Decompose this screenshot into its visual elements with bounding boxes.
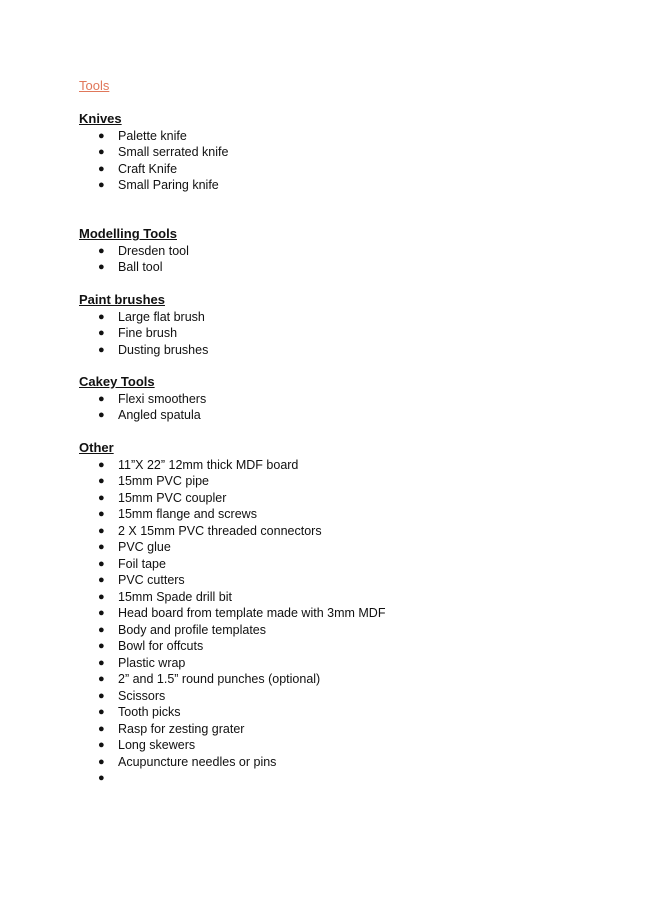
document-title: Tools <box>79 78 110 93</box>
list-item: ● 15mm PVC pipe <box>98 474 210 488</box>
section-paint-brushes <box>79 292 208 358</box>
list-item: ● PVC cutters <box>98 573 185 587</box>
bullet-icon: ● <box>98 656 105 669</box>
list-item: ● Long skewers <box>98 738 196 752</box>
list-item: ● Bowl for offcuts <box>98 639 204 653</box>
bullet-icon: ● <box>98 310 105 323</box>
bullet-icon: ● <box>98 162 105 175</box>
bullet-icon: ● <box>98 129 105 142</box>
section-heading: Knives <box>79 111 122 126</box>
bullet-icon: ● <box>98 179 105 191</box>
list-item: ● Palette knife <box>98 128 187 143</box>
section-heading: Cakey Tools <box>79 374 155 389</box>
bullet-icon: ● <box>98 755 105 768</box>
section-modelling-tools <box>79 226 189 276</box>
bullet-icon: ● <box>98 673 105 685</box>
section-heading: Paint brushes <box>79 292 165 307</box>
paint-brushes-list <box>79 309 208 359</box>
list-item: ● Tooth picks <box>98 705 181 719</box>
list-item: ● Dusting brushes <box>98 342 209 357</box>
bullet-icon: ● <box>98 458 105 471</box>
bullet-icon: ● <box>98 640 105 652</box>
bullet-icon: ● <box>98 409 105 421</box>
bullet-icon: ● <box>98 392 105 405</box>
modelling-tools-list <box>79 243 189 276</box>
list-item: ● Acupuncture needles or pins <box>98 754 277 769</box>
bullet-icon: ● <box>98 244 105 257</box>
bullet-icon: ● <box>98 689 105 702</box>
bullet-icon: ● <box>98 146 105 158</box>
bullet-icon: ● <box>98 607 105 619</box>
list-item: ● Ball tool <box>98 260 163 274</box>
bullet-icon: ● <box>98 722 105 735</box>
list-item: ● Dresden tool <box>98 243 189 258</box>
section-heading: Modelling Tools <box>79 226 177 241</box>
list-item: ● Small Paring knife <box>98 178 219 192</box>
list-item: ● 15mm PVC coupler <box>98 490 227 505</box>
bullet-icon: ● <box>98 524 105 537</box>
section-knives <box>79 111 228 194</box>
list-item: ● Foil tape <box>98 556 166 571</box>
bullet-icon: ● <box>98 739 105 751</box>
bullet-icon: ● <box>98 590 105 603</box>
knives-list <box>79 128 228 194</box>
bullet-icon: ● <box>98 574 105 586</box>
list-item: ● Craft Knife <box>98 161 178 176</box>
bullet-icon: ● <box>98 261 105 273</box>
bullet-icon: ● <box>98 475 105 487</box>
cakey-tools-list <box>79 391 206 424</box>
section-cakey-tools <box>79 374 206 424</box>
list-item: ● 15mm flange and screws <box>98 507 257 521</box>
bullet-icon: ● <box>98 772 105 784</box>
list-item: ● Fine brush <box>98 326 178 340</box>
bullet-icon: ● <box>98 327 105 339</box>
bullet-icon: ● <box>98 557 105 570</box>
list-item: ● Body and profile templates <box>98 622 267 637</box>
other-list <box>79 457 385 787</box>
list-item: ● PVC glue <box>98 540 171 554</box>
list-item: ● 15mm Spade drill bit <box>98 589 232 604</box>
bullet-icon: ● <box>98 706 105 718</box>
list-item: ● Scissors <box>98 688 166 703</box>
list-item: ● Angled spatula <box>98 408 201 422</box>
bullet-icon: ● <box>98 491 105 504</box>
list-item: ● Flexi smoothers <box>98 391 207 406</box>
list-item: ● Large flat brush <box>98 309 205 324</box>
bullet-icon: ● <box>98 343 105 356</box>
list-item: ● 2” and 1.5” round punches (optional) <box>98 672 321 686</box>
section-heading: Other <box>79 440 114 455</box>
list-item: ● Plastic wrap <box>98 655 186 670</box>
list-item: ● Head board from template made with 3mm MDF <box>98 606 386 620</box>
list-item: ● 2 X 15mm PVC threaded connectors <box>98 523 322 538</box>
list-item: ● 11”X 22” 12mm thick MDF board <box>98 457 299 472</box>
bullet-icon: ● <box>98 541 105 553</box>
bullet-icon: ● <box>98 508 105 520</box>
section-other <box>79 440 385 787</box>
list-item-empty <box>79 770 385 787</box>
list-item: ● Rasp for zesting grater <box>98 721 245 736</box>
bullet-icon: ● <box>98 623 105 636</box>
list-item: ● Small serrated knife <box>98 145 229 159</box>
